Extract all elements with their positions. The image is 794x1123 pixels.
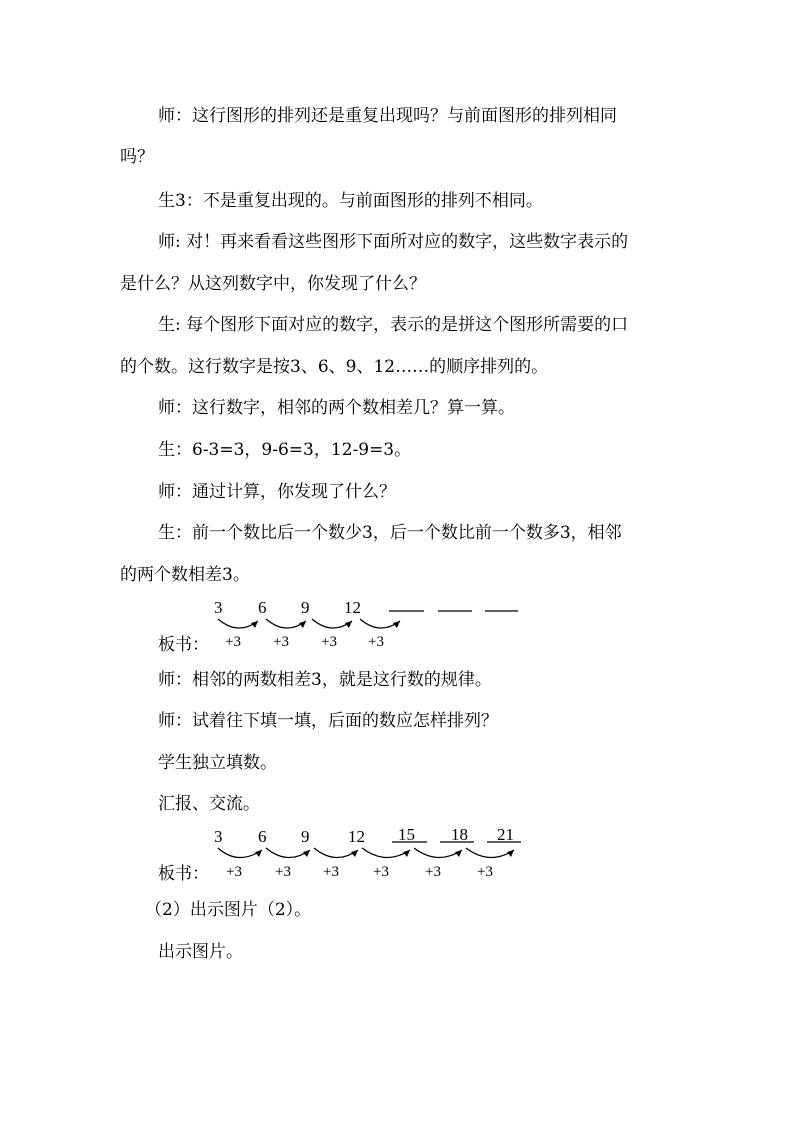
board-2-step: +3 [275,864,291,880]
para-teacher-rule: 师：相邻的两数相差3，就是这行数的规律。 [158,670,492,690]
board-1-label: 板书： [158,635,209,655]
para-student-answer-1-cont: 的个数。这行数字是按3、6、9、12……的顺序排列的。 [120,357,549,377]
board-1-number: 9 [301,598,310,617]
board-1-arcs [218,619,400,628]
board-1-arc [312,619,352,628]
para-teacher-question-1-cont: 吗？ [120,147,154,167]
board-2-arcs [218,848,514,858]
board-1-arrowhead [251,621,258,628]
board-2-arc [362,848,410,858]
para-show-picture: 出示图片。 [158,942,243,962]
board-1-step: +3 [321,634,337,650]
board-1-numbers [214,598,361,617]
board-1-number: 6 [258,598,267,617]
board-2-step: +3 [425,864,441,880]
board-2-number: 6 [258,827,267,846]
para-student-fill: 学生独立填数。 [158,753,277,773]
board-2-number: 18 [451,825,468,844]
para-report: 汇报、交流。 [158,794,260,814]
para-student-answer-1: 生: 每个图形下面对应的数字，表示的是拼这个图形所需要的口 [158,315,629,335]
board-1-step: +3 [225,634,241,650]
para-student-answer-2-cont: 的两个数相差3。 [120,565,250,585]
board-1-arrowheads [251,621,400,628]
board-2-number: 15 [398,825,415,844]
board-1-arrowhead [345,621,352,628]
board-2-arc [414,848,462,858]
board-1-number: 3 [214,598,223,617]
board-1-arc [218,619,258,628]
board-2-step: +3 [477,864,493,880]
para-student-calc: 生：6-3=3，9-6=3，12-9=3。 [158,440,412,460]
para-teacher-question-4: 师：通过计算，你发现了什么？ [158,482,396,502]
board-2-numbers [214,825,514,846]
board-2-arc [218,848,262,858]
board-1-arc [360,619,400,628]
para-teacher-question-1: 师：这行图形的排列还是重复出现吗？与前面图形的排列相同 [158,106,617,126]
board-2-arc [266,848,310,858]
para-teacher-question-2: 师: 对！再来看看这些图形下面所对应的数字，这些数字表示的 [158,232,629,252]
para-student-3: 生3：不是重复出现的。与前面图形的排列不相同。 [158,191,543,211]
board-2-arrowhead [507,850,514,857]
board-1-step: +3 [273,634,289,650]
board-2-number: 21 [497,825,514,844]
board-2-step: +3 [373,864,389,880]
board-2-arrowhead [255,850,262,857]
board-2-label: 板书： [158,864,209,884]
para-teacher-question-3: 师：这行数字，相邻的两个数相差几？算一算。 [158,398,515,418]
para-show-picture-2: （2）出示图片（2）。 [145,900,312,920]
board-1-arrowhead [299,621,306,628]
board-2-arrowhead [303,850,310,857]
board-1-arrowhead [393,621,400,628]
board-2-arrowhead [351,850,358,857]
board-2-number: 12 [348,827,365,846]
board-2-arrowhead [455,850,462,857]
board-2-arrowheads [255,850,514,857]
board-2-arc [466,848,514,858]
board-2-number: 3 [214,827,223,846]
board-2-steps [226,864,493,880]
para-teacher-question-2-cont: 是什么？从这列数字中，你发现了什么？ [120,274,426,294]
board-2-arrowhead [403,850,410,857]
board-2-arc [314,848,358,858]
board-2-number: 9 [301,827,310,846]
board-1-number: 12 [344,598,361,617]
board-1-arc [266,619,306,628]
para-teacher-fill: 师：试着往下填一填，后面的数应怎样排列？ [158,711,498,731]
board-2-step: +3 [226,864,242,880]
board-1-step: +3 [368,634,384,650]
para-student-answer-2: 生：前一个数比后一个数少3，后一个数比前一个数多3，相邻 [158,523,622,543]
board-1-steps [225,634,384,650]
board-2-step: +3 [323,864,339,880]
